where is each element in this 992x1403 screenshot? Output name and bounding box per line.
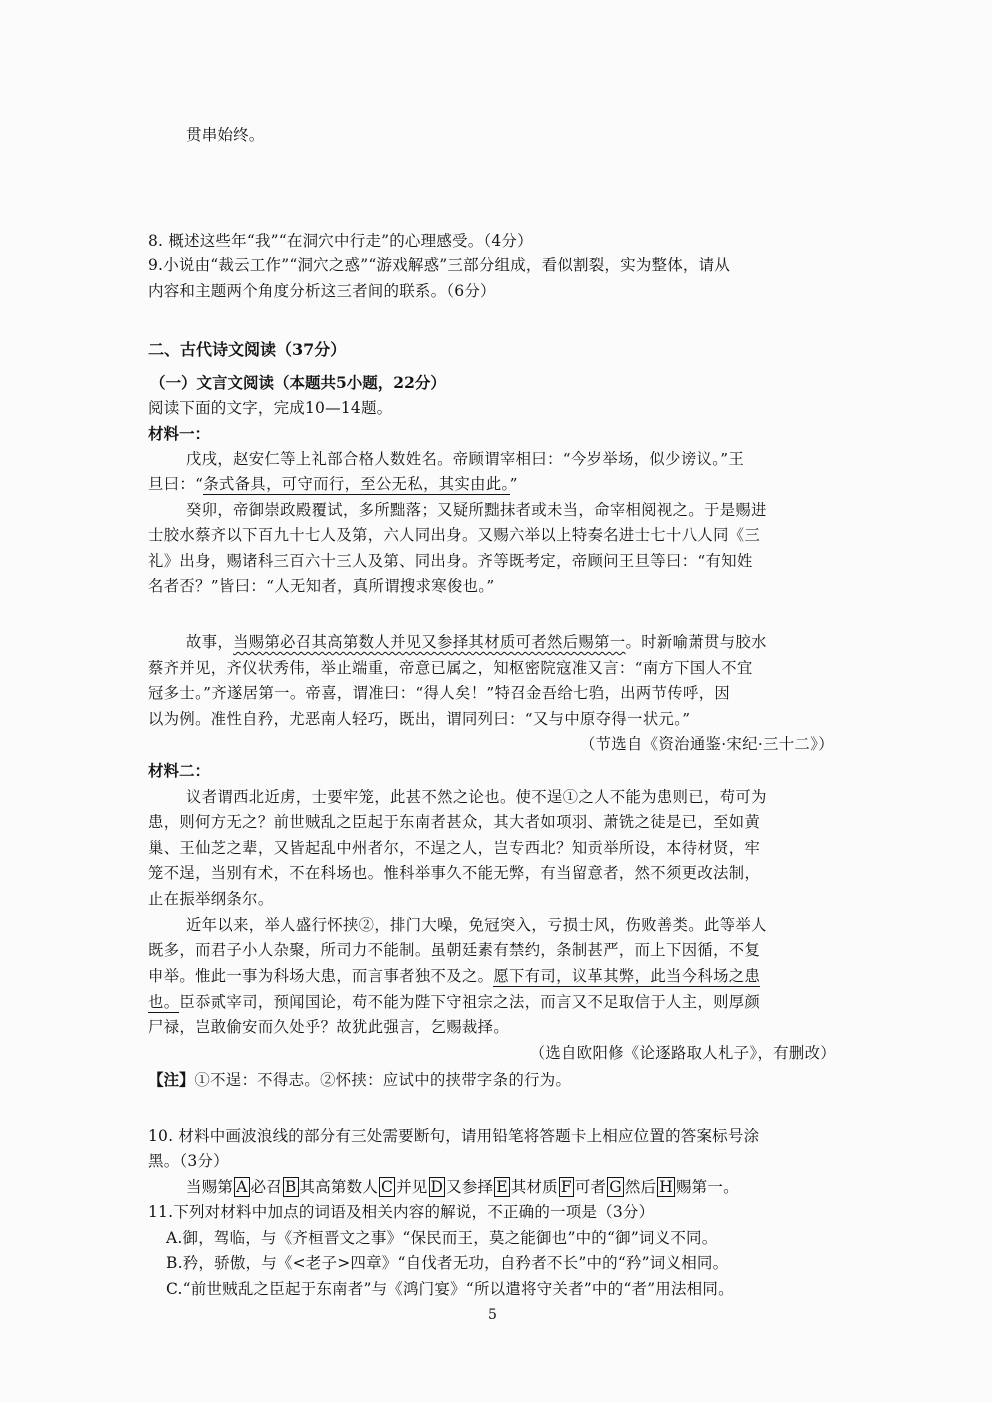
material-2-label: 材料二： [148,761,211,780]
m2-p1-line1: 议者谓西北近虏，士要牢笼，此甚不然之论也。使不逞①之人不能为患则已，苟可为 [186,788,767,806]
subsection-1-title: （一）文言文阅读（本题共5小题，22分） [150,373,446,392]
m2-p1-line4: 笼不逞，当别有术，不在科场也。惟科举事久不能无弊，有当留意者，然不须更改法制， [148,864,761,882]
option-box-d: D [430,1178,444,1196]
option-box-f: F [560,1178,572,1196]
option-box-c: C [381,1178,394,1196]
page-number: 5 [488,1307,498,1323]
wavy-line-sentence: 当赐第必召其高第数人并见又参择其材质可者然后赐第一 [233,633,626,651]
option-box-b: B [284,1178,297,1196]
question-11-option-c: C.“前世贼乱之臣起于东南者”与《鸿门宴》“所以遣将守关者”中的“者”用法相同。 [166,1280,734,1298]
option-box-g: G [609,1178,622,1196]
m1-p2-line4: 名者否？”皆曰：“人无知者，真所谓搜求寒俊也。” [148,577,495,595]
m1-p1-line1: 戊戌，赵安仁等上礼部合格人数姓名。帝顾谓宰相曰：“今岁举场，似少谤议。”王 [186,450,745,468]
m1-p2-line3: 礼》出身，赐诸科三百六十三人及第、同出身。齐等既考定，帝顾问王旦等曰：“有知姓 [148,552,753,570]
m1-p3-line3: 冠多士。”齐遂居第一。帝喜，谓准曰：“得人矣！”特召金吾给七驺，出两节传呼，因 [148,684,731,702]
option-box-e: E [496,1178,508,1196]
option-box-h: H [659,1178,673,1196]
underlined-sentence-2: 愿下有司，议革其弊，此当今科场之患 [493,967,761,985]
question-11-option-b: B.矜，骄傲，与《<老子>四章》“自伐者无功，自矜者不长”中的“矜”词义相同。 [166,1254,729,1272]
m2-p2-line1: 近年以来，举人盛行怀挟②，排门大噪，免冠突入，亏损士风，伤败善类。此等举人 [186,916,767,934]
note: 【注】①不逞：不得志。②怀挟：应试中的挟带字条的行为。 [148,1070,572,1089]
m1-source: （节选自《资治通鉴·宋纪·三十二》） [579,735,834,753]
m1-p2-line2: 士胶水蔡齐以下百九十七人及第，六人同出身。又赐六举以上特奏名进士七十八人同《三 [148,526,761,544]
m2-p1-line5: 止在振举纲条尔。 [148,890,274,908]
m2-p1-line2: 患，则何方无之？前世贼乱之臣起于东南者甚众，其大者如项羽、萧铣之徒是已，至如黄 [148,813,761,831]
m2-p1-line3: 巢、王仙芝之辈，又皆起乱中州者尔，不逞之人，岂专西北？知贡举所设，本待材贤，牢 [148,839,761,857]
question-11-option-a: A.御，驾临，与《齐桓晋文之事》“保民而王，莫之能御也”中的“御”词义不同。 [166,1229,718,1247]
underlined-sentence: 条式备具，可守而行，至公无私，其实由此。 [203,475,510,493]
m1-p3-line4: 以为例。准性自矜，尤恶南人轻巧，既出，谓同列曰：“又与中原夺得一状元。” [148,710,691,728]
instruction: 阅读下面的文字，完成10—14题。 [148,399,393,417]
m1-p3-line1: 故事，当赐第必召其高第数人并见又参择其材质可者然后赐第一。时新喻萧贯与胶水 [186,633,767,651]
top-fragment: 贯串始终。 [186,126,265,144]
material-1-label: 材料一： [148,424,211,443]
m2-p2-line3: 申举。惟此一事为科场大患，而言事者独不及之。愿下有司，议革其弊，此当今科场之患 [148,967,761,985]
m2-source: （选自欧阳修《论逐路取人札子》，有删改） [529,1044,836,1062]
option-box-a: A [236,1178,248,1196]
m2-p2-line4: 也。臣忝贰宰司，预闻国论，苟不能为陛下守祖宗之法，而言又不足取信于人主，则厚颜 [148,993,761,1011]
m2-p2-line5: 尸禄，岂敢偷安而久处乎？故犹此强言，乞赐裁择。 [148,1018,510,1036]
sentence-break-boxes: 当赐第 A 必召 B 其高第数人 C 并见 D 又参择 E 其材质 F 可者 G 然后 H 赐第一。 [186,1178,739,1196]
question-11-stem: 11.下列对材料中加点的词语及相关内容的解说，不正确的一项是（3分） [148,1203,655,1221]
m1-p2-line1: 癸卯，帝御崇政殿覆试，多所黜落；又疑所黜抹者或未当，命宰相阅视之。于是赐进 [186,501,767,519]
question-9-line1: 9.小说由“裁云工作”“洞穴之惑”“游戏解惑”三部分组成，看似割裂，实为整体，请从 [148,256,731,274]
question-10-line2: 黑。（3分） [148,1152,229,1170]
question-10-line1: 10. 材料中画波浪线的部分有三处需要断句，请用铅笔将答题卡上相应位置的答案标号涂 [148,1127,760,1145]
m1-p3-line2: 蔡齐并见，齐仪状秀伟，举止端重，帝意已属之，知枢密院寇准又言：“南方下国人不宜 [148,659,753,677]
question-9-line2: 内容和主题两个角度分析这三者间的联系。（6分） [148,282,496,300]
m2-p2-line2: 既多，而君子小人杂聚，所司力不能制。虽朝廷素有禁约，条制甚严，而上下因循，不复 [148,941,761,959]
question-8: 8. 概述这些年“我”“在洞穴中行走”的心理感受。（4分） [148,232,533,250]
m1-p1-line2: 旦曰：“条式备具，可守而行，至公无私，其实由此。” [148,475,518,493]
section-2-title: 二、古代诗文阅读（37分） [148,340,347,359]
